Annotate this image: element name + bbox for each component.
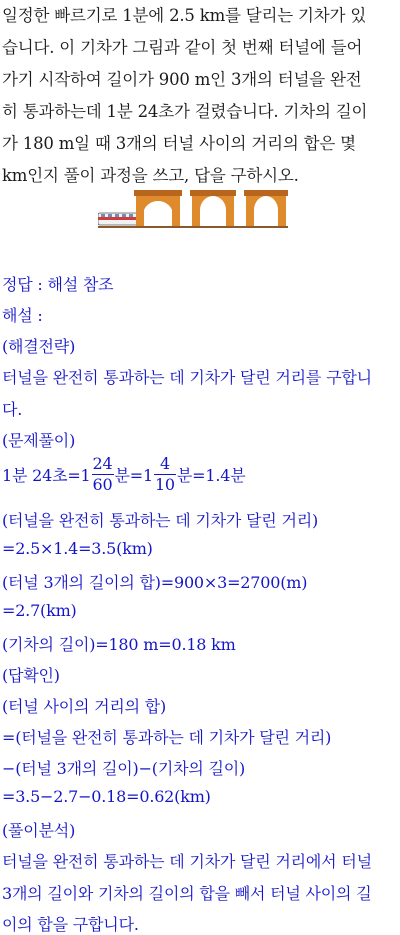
check-line: =(터널을 완전히 통과하는 데 기차가 달린 거리) [2,728,332,747]
check-line: (터널 사이의 거리의 합) [2,697,167,716]
strategy-line: 다. [2,400,23,419]
analysis-line: 터널을 완전히 통과하는 데 기차가 달린 거리에서 터널 [2,852,372,871]
ground-line [98,226,288,228]
analysis-heading: (풀이분석) [2,821,76,840]
question-text [2,0,398,192]
check-heading: (답확인) [2,666,60,685]
time-conversion [2,454,246,495]
tunnel-icon [134,190,182,226]
fraction-denominator: 60 [92,475,113,494]
question-line: 가기 시작하여 길이가 900 m인 3개의 터널을 완전 [2,70,362,89]
solution-line: (터널 3개의 길이의 합)=900×3=2700(m) [2,573,308,592]
check-line: −(터널 3개의 길이)−(기차의 길이) [2,759,246,778]
fraction-numerator: 4 [154,454,176,475]
fraction-4-10 [154,454,176,495]
train-icon [98,213,138,225]
fraction-24-60 [92,454,114,495]
conv-post: 분=1.4분 [176,466,246,485]
answer-label: 정답 : 해설 참조 [2,275,114,294]
question-line: 히 통과하는데 1분 24초가 걸렸습니다. 기차의 길이 [2,102,368,121]
solution-line: (기차의 길이)=180 m=0.18 km [2,635,236,654]
fraction-numerator: 24 [92,454,113,473]
strategy-line: 터널을 완전히 통과하는 데 기차가 달린 거리를 구합니 [2,368,372,387]
tunnel-icon [244,190,288,226]
explain-label: 해설 : [2,306,43,325]
conv-pre: 1분 24초=1 [2,466,91,485]
tunnel-icon [190,190,236,226]
question-line: 습니다. 이 기차가 그림과 같이 첫 번째 터널에 들어 [2,38,363,57]
analysis-line: 이의 합을 구합니다. [2,915,139,934]
question-line: km인지 풀이 과정을 쓰고, 답을 구하시오. [2,166,299,185]
fraction-denominator: 10 [154,475,175,494]
analysis-line: 3개의 길이와 기차의 길이의 합을 빼서 터널 사이의 길 [2,884,372,903]
conv-mid: 분=1 [114,466,153,485]
question-line: 가 180 m일 때 3개의 터널 사이의 거리의 합은 몇 [2,134,356,153]
train-tunnel-illustration [98,186,288,230]
strategy-heading: (해결전략) [2,337,76,356]
question-line: 일정한 빠르기로 1분에 2.5 km를 달리는 기차가 있 [2,6,367,25]
solution-line: (터널을 완전히 통과하는 데 기차가 달린 거리) [2,511,319,530]
check-line: =3.5−2.7−0.18=0.62(km) [2,787,211,806]
solution-heading: (문제풀이) [2,431,76,450]
solution-line: =2.7(km) [2,601,77,620]
solution-line: =2.5×1.4=3.5(km) [2,539,153,558]
